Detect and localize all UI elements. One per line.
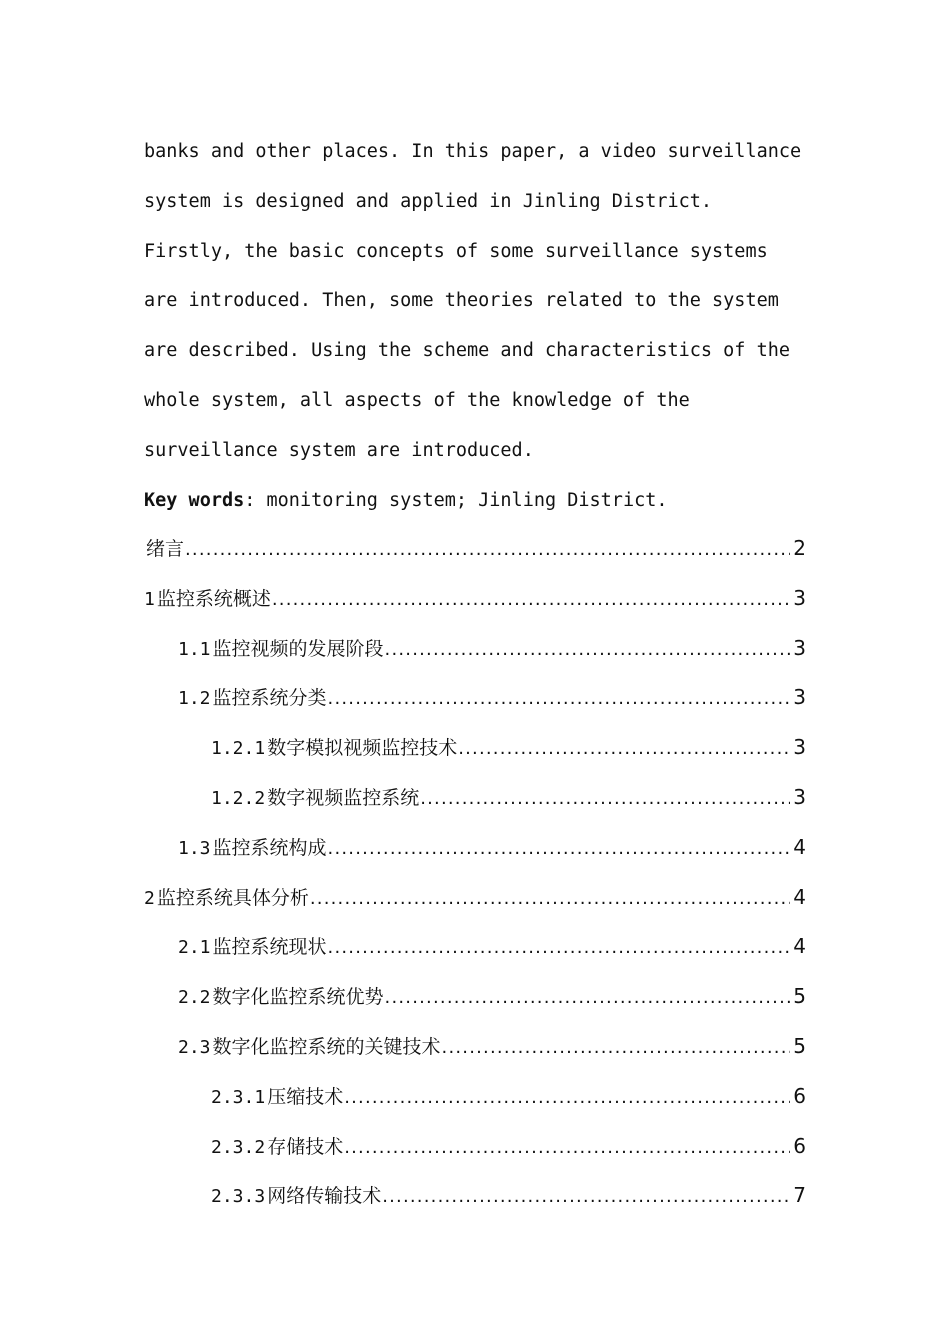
toc-entry[interactable] [144, 723, 806, 773]
toc-dot-leader [344, 1073, 790, 1123]
toc-page-number: 4 [793, 834, 806, 859]
toc-entry-title: 监控系统具体分析 [156, 886, 309, 909]
toc-page-number: 7 [793, 1183, 806, 1208]
abstract-section [144, 127, 824, 525]
table-of-contents [144, 524, 806, 1221]
toc-entry-title: 监控系统分类 [212, 687, 327, 710]
toc-entry[interactable] [144, 574, 806, 624]
toc-entry[interactable] [144, 1072, 806, 1122]
toc-entry-title: 监控系统构成 [212, 836, 327, 859]
keywords-line [144, 476, 824, 526]
toc-page-number: 6 [793, 1133, 806, 1158]
toc-entry-number: 2 [144, 887, 155, 909]
abstract-line: banks and other places. In this paper, a video surveillance [144, 141, 802, 162]
toc-entry-number: 2.3.3 [211, 1186, 266, 1208]
toc-dot-leader [382, 1172, 790, 1222]
toc-entry-number: 1.2.2 [211, 787, 266, 809]
toc-entry-title: 数字化监控系统的关键技术 [212, 1035, 441, 1058]
toc-dot-leader [185, 525, 790, 575]
toc-entry-number: 1.3 [178, 837, 211, 859]
toc-entry-title: 监控系统现状 [212, 936, 327, 959]
toc-entry-number: 2.3.2 [211, 1136, 266, 1158]
toc-entry-number: 1.2.1 [211, 738, 266, 760]
keywords-text: : monitoring system; Jinling District. [244, 489, 668, 511]
abstract-line: Firstly, the basic concepts of some surveillance systems [144, 240, 768, 262]
abstract-line: system is designed and applied in Jinling District. [144, 190, 713, 212]
toc-entry-number: 1.1 [178, 638, 211, 660]
toc-page-number: 3 [793, 585, 806, 610]
toc-entry-title: 压缩技术 [267, 1085, 344, 1108]
toc-entry-title: 存储技术 [267, 1135, 344, 1158]
toc-entry[interactable] [144, 1022, 806, 1072]
toc-page-number: 2 [793, 536, 806, 560]
toc-entry[interactable] [144, 673, 806, 723]
toc-dot-leader [328, 824, 790, 874]
toc-page-number: 3 [793, 685, 806, 710]
toc-entry-number: 2.2 [178, 987, 211, 1009]
toc-entry-title: 数字化监控系统优势 [212, 986, 384, 1009]
toc-entry-title: 数字视频监控系统 [267, 786, 420, 809]
toc-entry[interactable] [144, 773, 806, 823]
toc-entry-number: 1.2 [178, 688, 211, 710]
toc-page-number: 3 [793, 635, 806, 660]
toc-entry-title: 网络传输技术 [267, 1185, 382, 1208]
toc-dot-leader [344, 1123, 790, 1173]
toc-page-number: 3 [793, 735, 806, 760]
toc-dot-leader [458, 724, 790, 774]
toc-entry-title: 绪言 [146, 538, 185, 560]
toc-entry[interactable] [144, 524, 806, 574]
keywords-label: Key words [144, 489, 245, 511]
toc-entry[interactable] [144, 823, 806, 873]
abstract-line: are introduced. Then, some theories related to the system [144, 290, 779, 312]
toc-dot-leader [420, 774, 790, 824]
toc-dot-leader [328, 674, 790, 724]
toc-page-number: 5 [793, 1033, 806, 1058]
toc-page-number: 6 [793, 1083, 806, 1108]
abstract-line: are described. Using the scheme and characteristics of the [144, 340, 791, 362]
toc-entry-number: 2.1 [178, 937, 211, 959]
toc-entry-title: 监控视频的发展阶段 [212, 637, 384, 660]
toc-dot-leader [310, 874, 790, 924]
toc-page-number: 4 [793, 884, 806, 909]
toc-entry[interactable] [144, 1122, 806, 1172]
toc-dot-leader [385, 973, 790, 1023]
toc-entry-number: 1 [144, 588, 155, 610]
abstract-line: whole system, all aspects of the knowledge of the [144, 389, 690, 411]
toc-entry[interactable] [144, 1171, 806, 1221]
toc-entry-number: 2.3.1 [211, 1086, 266, 1108]
toc-entry[interactable] [144, 972, 806, 1022]
toc-dot-leader [385, 625, 790, 675]
toc-dot-leader [442, 1023, 790, 1073]
toc-entry[interactable] [144, 624, 806, 674]
toc-entry[interactable] [144, 873, 806, 923]
toc-entry-number: 2.3 [178, 1036, 211, 1058]
abstract-line: surveillance system are introduced. [144, 439, 534, 461]
toc-entry[interactable] [144, 922, 806, 972]
toc-dot-leader [328, 923, 790, 973]
toc-entry-title: 数字模拟视频监控技术 [267, 737, 458, 760]
toc-page-number: 3 [793, 784, 806, 809]
toc-entry-title: 监控系统概述 [156, 587, 271, 610]
toc-page-number: 5 [793, 984, 806, 1009]
toc-dot-leader [272, 575, 790, 625]
toc-page-number: 4 [793, 934, 806, 959]
